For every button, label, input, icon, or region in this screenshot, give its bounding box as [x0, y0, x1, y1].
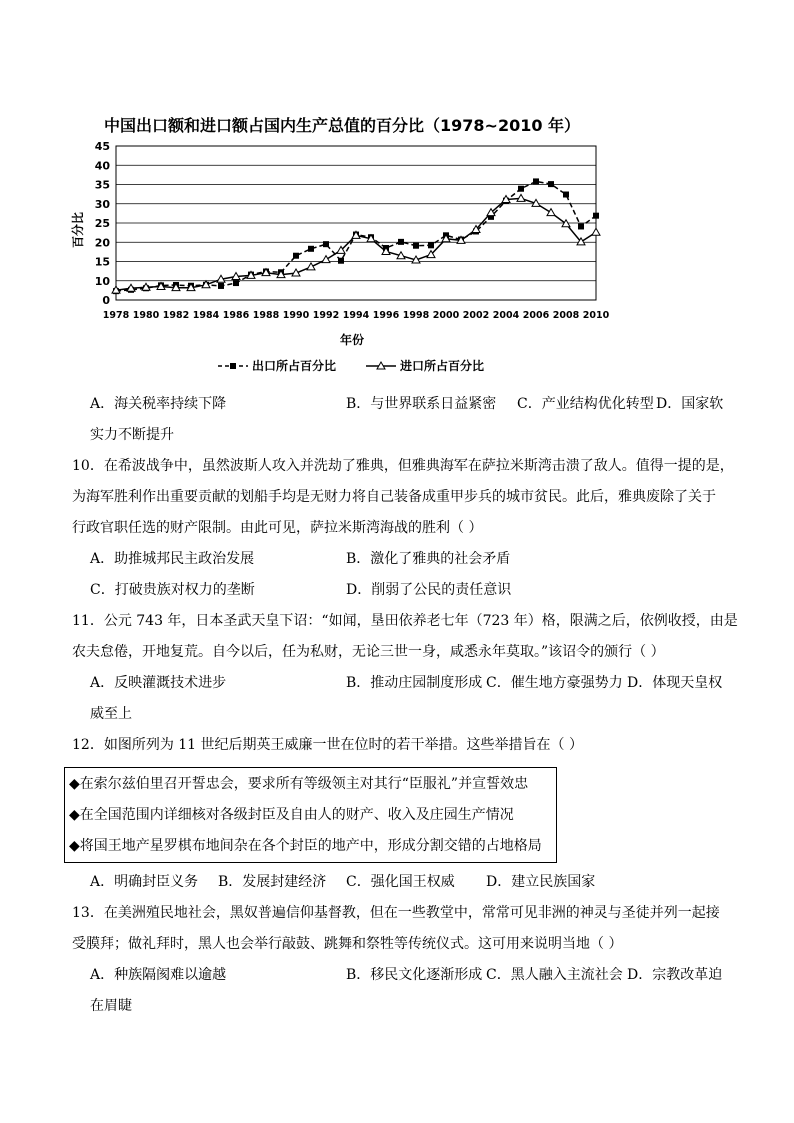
- q12-measure-2: ◆在全国范围内详细核对各级封臣及自由人的财产、收入及庄园生产情况: [69, 807, 514, 823]
- x-tick-label: 2010: [582, 310, 610, 321]
- q9-option-a: A．海关税率持续下降: [90, 396, 227, 412]
- import-point: [592, 228, 600, 235]
- y-tick-label: 30: [94, 197, 110, 211]
- export-point: [413, 243, 419, 249]
- export-point: [218, 283, 224, 289]
- plot-area: [116, 146, 596, 300]
- q10-option-c: C．打破贵族对权力的垄断: [90, 582, 255, 598]
- x-tick-label: 1998: [402, 310, 430, 321]
- q12-measure-3: ◆将国王地产星罗棋布地间杂在各个封臣的地产中，形成分割交错的占地格局: [69, 838, 542, 854]
- q11-option-d-cont: 威至上: [90, 706, 132, 722]
- q13-option-d: D．宗教改革迫: [627, 967, 723, 983]
- q11-option-c: C．催生地方豪强势力: [486, 675, 623, 691]
- trade-percent-line-chart: [71, 110, 628, 380]
- q13-stem-line1: 13．在美洲殖民地社会，黑奴普遍信仰基督教，但在一些教堂中，常常可见非洲的神灵与圣徒并列一起接: [72, 905, 720, 921]
- x-tick-label: 1982: [162, 310, 190, 321]
- export-point: [578, 223, 584, 229]
- legend: [218, 358, 484, 373]
- q10-option-b: B．激化了雅典的社会矛盾: [346, 551, 511, 567]
- q12-measures-box: [64, 767, 557, 863]
- series-layer: [112, 178, 600, 294]
- export-point: [323, 241, 329, 247]
- x-tick-label: 2006: [522, 310, 550, 321]
- y-tick-label: 40: [94, 159, 110, 173]
- q10-option-a: A．助推城邦民主政治发展: [90, 551, 255, 567]
- q12-option-d: D．建立民族国家: [486, 874, 596, 890]
- export-point: [308, 246, 314, 252]
- x-tick-label: 2002: [462, 310, 490, 321]
- q12-option-c: C．强化国王权威: [346, 874, 455, 890]
- import-point: [307, 263, 315, 270]
- q9-option-b: B．与世界联系日益紧密: [346, 396, 497, 412]
- y-tick-label: 15: [94, 255, 110, 269]
- x-tick-label: 2004: [492, 310, 520, 321]
- q9-option-c: C．产业结构优化转型: [517, 396, 654, 412]
- y-tick-label: 45: [94, 140, 110, 153]
- export-point: [518, 186, 524, 192]
- export-point: [563, 192, 569, 198]
- q11-option-a: A．反映灌溉技术进步: [90, 675, 227, 691]
- x-tick-label: 1990: [282, 310, 310, 321]
- x-axis-label: 年份: [340, 333, 365, 347]
- legend-export-marker: [230, 363, 236, 369]
- series-line-import: [116, 198, 596, 290]
- q12-option-a: A．明确封臣义务: [90, 874, 199, 890]
- y-tick-label: 10: [94, 274, 110, 288]
- export-point: [428, 242, 434, 248]
- chart-title: 中国出口额和进口额占国内生产总值的百分比（1978~2010 年）: [104, 116, 581, 135]
- import-point: [322, 256, 330, 263]
- export-point: [293, 253, 299, 259]
- import-point: [547, 209, 555, 216]
- export-point: [233, 280, 239, 286]
- q11-stem-line1: 11．公元 743 年，日本圣武天皇下诏：“如闻，垦田依养老七年（723 年）格，限满之后，依例收授，由是: [72, 613, 738, 629]
- q11-option-d: D．体现天皇权: [627, 675, 723, 691]
- q10-stem-line2: 为海军胜利作出重要贡献的划船手均是无财力将自己装备成重甲步兵的城市贫民。此后，雅典废除了关于: [72, 489, 716, 505]
- export-point: [398, 239, 404, 245]
- q10-option-d: D．削弱了公民的责任意识: [346, 582, 512, 598]
- q12-option-b: B．发展封建经济: [218, 874, 327, 890]
- q10-stem-line3: 行政官职任选的财产限制。由此可见，萨拉米斯湾海战的胜利（ ）: [72, 520, 483, 536]
- x-tick-label: 1996: [372, 310, 400, 321]
- y-tick-labels: [95, 140, 111, 307]
- x-tick-label: 1992: [312, 310, 340, 321]
- x-tick-label: 1994: [342, 310, 370, 321]
- export-point: [533, 178, 539, 184]
- q13-stem-line2: 受膜拜；做礼拜时，黑人也会举行敲鼓、跳舞和祭牲等传统仪式。这可用来说明当地（ ）: [72, 936, 623, 952]
- y-tick-label: 20: [94, 236, 110, 250]
- q12-stem: 12．如图所列为 11 世纪后期英王威廉一世在位时的若干举措。这些举措旨在（ ）: [72, 737, 583, 753]
- x-tick-label: 1988: [252, 310, 280, 321]
- x-tick-label: 1986: [222, 310, 250, 321]
- x-tick-label: 2008: [552, 310, 580, 321]
- x-tick-labels: [103, 310, 610, 321]
- x-tick-label: 1984: [192, 310, 220, 321]
- y-axis-label: 百分比: [71, 211, 85, 248]
- legend-export-label: 出口所占百分比: [252, 359, 337, 373]
- x-tick-label: 2000: [432, 310, 460, 321]
- x-tick-label: 1980: [132, 310, 160, 321]
- q13-option-b: B．移民文化逐渐形成: [346, 967, 483, 983]
- q11-stem-line2: 农夫怠倦，开地复荒。自今以后，任为私财，无论三世一身，咸悉永年莫取。”该诏令的颁行（ ）: [72, 644, 665, 660]
- q11-option-b: B．推动庄园制度形成: [346, 675, 483, 691]
- q13-option-c: C．黑人融入主流社会: [486, 967, 623, 983]
- q9-option-d: D．国家软: [656, 396, 724, 412]
- q13-option-a: A．种族隔阂难以逾越: [90, 967, 227, 983]
- q12-measure-1: ◆在索尔兹伯里召开誓忠会，要求所有等级领主对其行“臣服礼”并宣誓效忠: [69, 776, 529, 792]
- export-point: [548, 181, 554, 187]
- x-tick-label: 1978: [102, 310, 130, 321]
- q13-option-d-cont: 在眉睫: [90, 998, 132, 1014]
- y-tick-label: 0: [102, 294, 110, 307]
- y-tick-label: 35: [94, 178, 110, 192]
- export-point: [593, 213, 599, 219]
- export-point: [338, 258, 344, 264]
- legend-import-label: 进口所占百分比: [400, 359, 485, 373]
- y-tick-label: 25: [94, 217, 110, 230]
- q10-stem-line1: 10．在希波战争中，虽然波斯人攻入并洗劫了雅典，但雅典海军在萨拉米斯湾击溃了敌人。值得一提的是，: [72, 458, 734, 474]
- q9-option-d-cont: 实力不断提升: [90, 427, 174, 443]
